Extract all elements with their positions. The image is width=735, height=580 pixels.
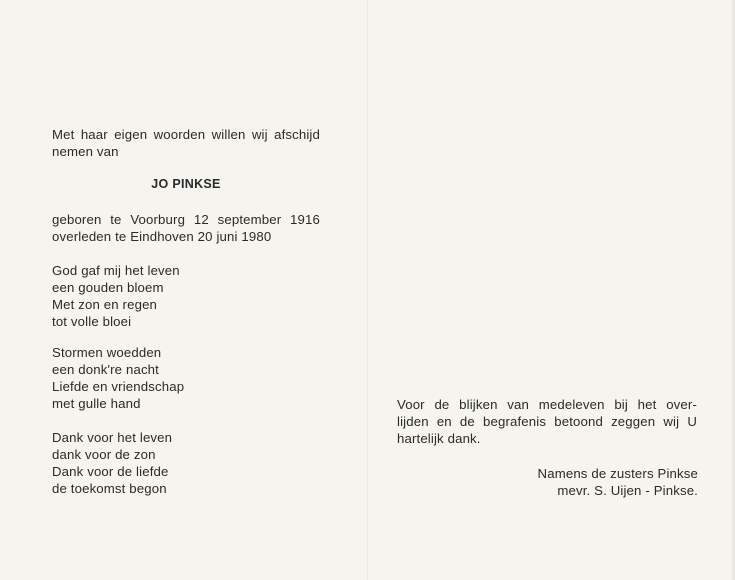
poem-line: Liefde en vriendschap (52, 379, 185, 394)
intro-line: nemen van (52, 144, 119, 159)
deceased-name: JO PINKSE (151, 177, 221, 191)
life-dates (52, 211, 320, 245)
intro-text (52, 126, 320, 160)
signature-line: Namens de zusters Pinkse (537, 466, 698, 481)
poem-line: Met zon en regen (52, 297, 158, 312)
poem-line: een gouden bloem (52, 280, 164, 295)
poem-line: een donk're nacht (52, 362, 159, 377)
poem-line: met gulle hand (52, 396, 141, 411)
birth-line: geboren te Voorburg 12 september 1916 (52, 212, 320, 227)
poem-line: God gaf mij het leven (52, 263, 180, 278)
thanks-text (397, 396, 697, 447)
poem-line: Dank voor de liefde (52, 464, 169, 479)
thanks-line: hartelijk dank. (397, 431, 481, 446)
poem-line: de toekomst begon (52, 481, 167, 496)
intro-line: Met haar eigen woorden willen wij afschijd (52, 127, 320, 142)
thanks-line: lijden en de begrafenis betoond zeggen wij U (397, 414, 697, 429)
poem-stanza-3 (52, 429, 172, 497)
poem-line: tot volle bloei (52, 314, 132, 329)
death-line: overleden te Eindhoven 20 juni 1980 (52, 229, 272, 244)
card-fold (367, 0, 369, 580)
poem-line: Stormen woedden (52, 345, 162, 360)
poem-line: dank voor de zon (52, 447, 156, 462)
signature-line: mevr. S. Uijen - Pinkse. (557, 483, 698, 498)
poem-line: Dank voor het leven (52, 430, 173, 445)
signature (397, 465, 698, 499)
poem-stanza-1 (52, 262, 180, 330)
poem-stanza-2 (52, 344, 184, 412)
thanks-line: Voor de blijken van medeleven bij het over- (397, 397, 697, 412)
